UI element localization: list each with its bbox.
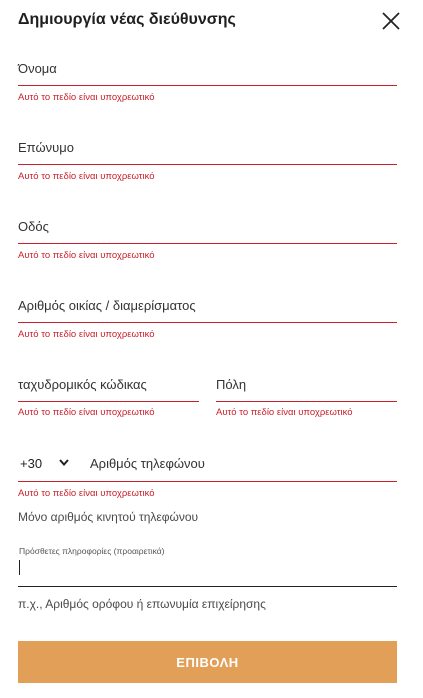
city-field[interactable] — [216, 377, 397, 403]
first-name-underline — [18, 85, 397, 86]
last-name-label: Επώνυμο — [18, 140, 74, 155]
first-name-field[interactable] — [18, 61, 397, 87]
submit-button[interactable]: ΕΠΙΒΟΛΗ — [18, 641, 397, 683]
house-number-underline — [18, 322, 397, 323]
phone-error: Αυτό το πεδίο είναι υποχρεωτικό — [18, 488, 155, 499]
close-icon[interactable] — [380, 10, 402, 32]
page-title: Δημιουργία νέας διεύθυνσης — [18, 11, 236, 28]
house-number-field[interactable] — [18, 298, 397, 324]
house-number-error: Αυτό το πεδίο είναι υποχρεωτικό — [18, 329, 155, 340]
text-cursor — [19, 560, 20, 575]
phone-field[interactable] — [18, 456, 397, 482]
first-name-error: Αυτό το πεδίο είναι υποχρεωτικό — [18, 92, 155, 103]
last-name-field[interactable] — [18, 140, 397, 166]
house-number-label: Αριθμός οικίας / διαμερίσματος — [18, 298, 196, 313]
street-label: Οδός — [18, 219, 49, 234]
last-name-underline — [18, 164, 397, 165]
phone-label: Αριθμός τηλεφώνου — [90, 456, 205, 471]
last-name-error: Αυτό το πεδίο είναι υποχρεωτικό — [18, 171, 155, 182]
additional-info-helper-text: π.χ., Αριθμός ορόφου ή επωνυμία επιχείρησης — [18, 597, 266, 611]
street-underline — [18, 243, 397, 244]
city-underline — [216, 401, 397, 402]
postal-code-field[interactable] — [18, 377, 199, 403]
street-field[interactable] — [18, 219, 397, 245]
phone-underline — [18, 481, 397, 482]
additional-info-underline — [18, 586, 397, 587]
country-code-select[interactable]: +30 — [20, 456, 43, 471]
city-error: Αυτό το πεδίο είναι υποχρεωτικό — [216, 407, 353, 418]
phone-helper-text: Μόνο αριθμός κινητού τηλεφώνου — [18, 510, 199, 524]
street-error: Αυτό το πεδίο είναι υποχρεωτικό — [18, 250, 155, 261]
first-name-label: Όνομα — [18, 61, 57, 76]
postal-code-error: Αυτό το πεδίο είναι υποχρεωτικό — [18, 407, 155, 418]
additional-info-label: Πρόσθετες πληροφορίες (προαιρετικά) — [19, 546, 165, 556]
postal-code-label: ταχυδρομικός κώδικας — [18, 377, 147, 392]
city-label: Πόλη — [216, 377, 247, 392]
additional-info-input[interactable] — [18, 556, 397, 586]
postal-code-underline — [18, 401, 199, 402]
